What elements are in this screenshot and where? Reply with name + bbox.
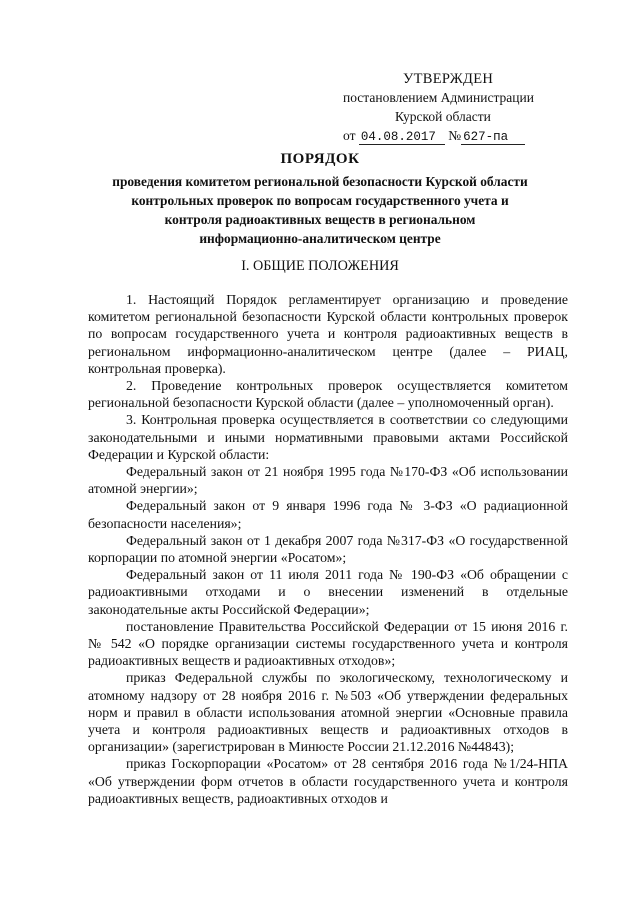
paragraph: 1. Настоящий Порядок регламентирует организацию и проведение комитетом региональной безопасности Курской области контрольных проверок по вопросам государственного учета и контроля радиоактивных веществ в региональном информационно-аналитическом центре (далее – РИАЦ, контрольная проверка). [88, 292, 568, 376]
paragraph: Федеральный закон от 1 декабря 2007 года №317-ФЗ «О государственной корпорации по атомной энергии «Росатом»; [88, 532, 568, 566]
paragraph: Федеральный закон от 21 ноября 1995 года №170-ФЗ «Об использовании атомной энергии»; [88, 464, 568, 497]
document-title: ПОРЯДОК [280, 151, 360, 167]
subtitle-line: проведения комитетом региональной безопасности Курской области [112, 174, 528, 189]
paragraph: Федеральный закон от 11 июля 2011 года № 190-ФЗ «Об обращении с радиоактивными отходами и о внесении изменений в отдельные законодательные акты Российской Федерации»; [88, 567, 568, 617]
approval-heading: УТВЕРЖДЕН [403, 71, 494, 87]
number-prefix: № [448, 128, 462, 143]
section-heading: I. ОБЩИЕ ПОЛОЖЕНИЯ [241, 258, 399, 274]
approval-number: 627-па [461, 130, 525, 145]
approval-date: 04.08.2017 [359, 130, 445, 145]
paragraph: приказ Госкорпорации «Росатом» от 28 сентября 2016 года №1/24-НПА «Об утверждении форм отчетов в области государственного учета и контроля радиоактивных веществ, радиоактивных отходов и [88, 756, 568, 806]
subtitle-line: информационно-аналитическом центре [199, 231, 441, 246]
subtitle-line: контроля радиоактивных веществ в региональном [164, 212, 476, 227]
paragraph: 3. Контрольная проверка осуществляется в соответствии со следующими законодательными и иными нормативными правовыми актами Российской Федерации и Курской области: [88, 412, 568, 462]
subtitle-line: контрольных проверок по вопросам государственного учета и [131, 193, 509, 208]
document-subtitle [70, 172, 570, 248]
approval-authority: постановлением Администрации [343, 90, 534, 105]
paragraph: 2. Проведение контрольных проверок осуществляется комитетом региональной безопасности Курской области (далее – уполномоченный орган). [88, 378, 568, 411]
document-body [88, 291, 568, 807]
approval-date-line [343, 127, 525, 145]
paragraph: Федеральный закон от 9 января 1996 года № 3-ФЗ «О радиационной безопасности населения»; [88, 498, 568, 531]
paragraph: приказ Федеральной службы по экологическому, технологическому и атомному надзору от 28 ноября 2016 г. №503 «Об утверждении федеральных норм и правил в области использования атомной энергии «Основные правила учета и контроля радиоактивных веществ и радиоактивных отходов в организации» (зарегистрирован в Минюсте России 21.12.2016 №44843); [88, 670, 568, 755]
paragraph: постановление Правительства Российской Федерации от 15 июня 2016 г. № 542 «О порядке организации системы государственного учета и контроля радиоактивных веществ и радиоактивных отходов»; [88, 618, 568, 669]
approval-region: Курской области [395, 109, 491, 124]
date-prefix: от [343, 128, 356, 143]
